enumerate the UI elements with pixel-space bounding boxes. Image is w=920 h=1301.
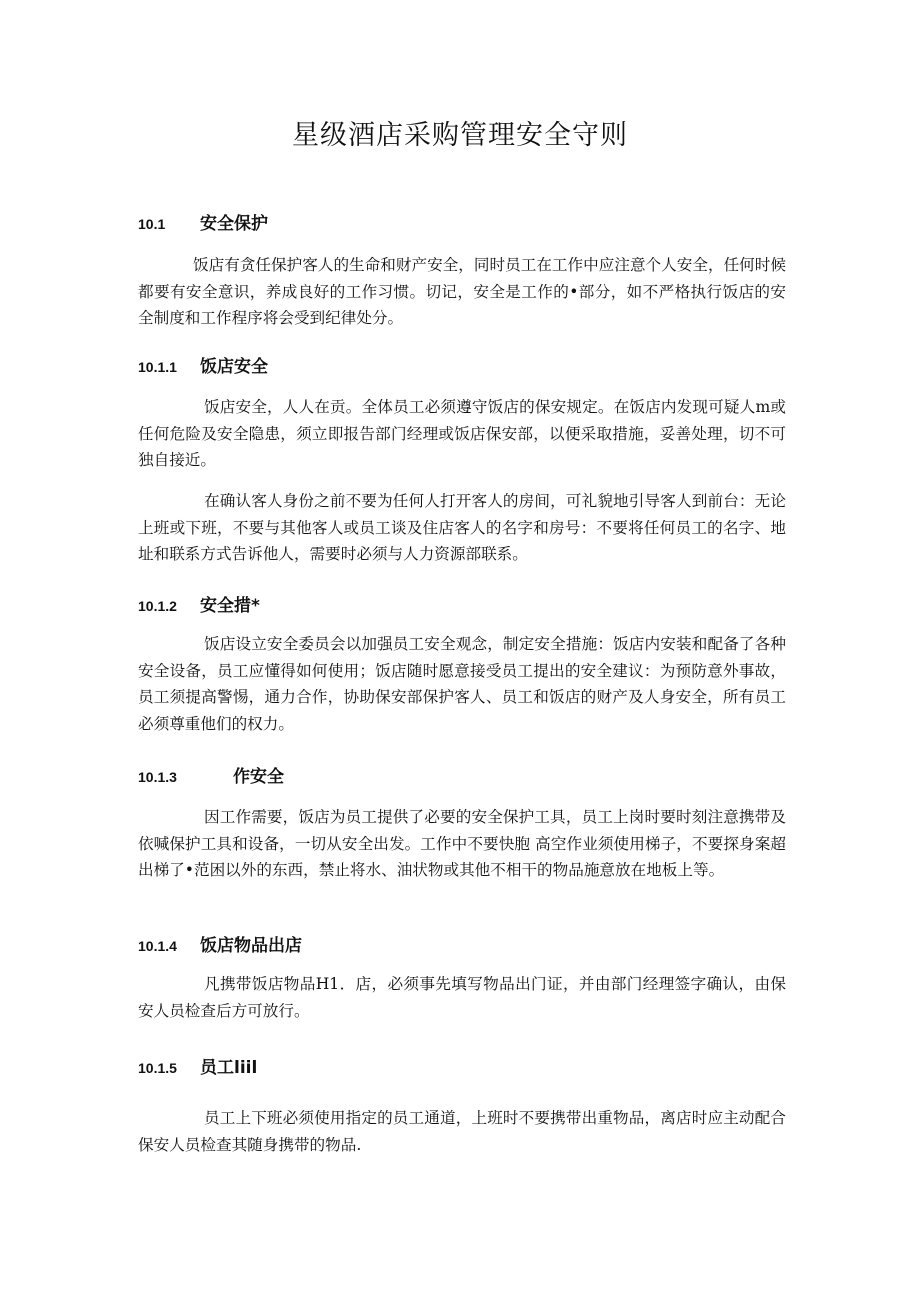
section-heading (138, 931, 302, 956)
section-number: 10.1.5 (138, 1060, 177, 1076)
section-heading (138, 352, 268, 377)
section-heading (138, 762, 284, 787)
section-number: 10.1.4 (138, 938, 177, 954)
section-number: 10.1 (138, 216, 166, 232)
section-heading (138, 209, 268, 234)
section-number: 10.1.2 (138, 598, 177, 614)
paragraph: 在确认客人身份之前不要为任何人打开客人的房间，可礼貌地引导客人到前台：无论上班或下班，不要与其他客人或员工谈及住店客人的名字和房号：不要将任何员工的名字、地址和联系方式告诉他人，需要时必须与人力资源部联系。 (138, 492, 786, 564)
document-title: 星级酒店采购管理安全守则 (292, 120, 628, 151)
paragraph: 饭店安全，人人在贡。全体员工必须遵守饭店的保安规定。在饭店内发现可疑人m或任何危险及安全隐患，须立即报告部门经理或饭店保安部，以便采取措施，妥善处理，切不可独自接近。 (138, 398, 786, 470)
paragraph: 因工作需要，饭店为员工提供了必要的安全保护工具，员工上岗时要时刻注意携带及依喊保护工具和设备，一切从安全出发。工作中不要快胞 高空作业须使用梯子，不要探身案超出梯了•范困以外的东西，禁止将水、油状物或其他不相干的物品施意放在地板上等。 (138, 808, 786, 880)
section-heading (138, 1053, 257, 1078)
paragraph: 凡携带饭店物品H1．店，必须事先填写物品出门证，并由部门经理签字确认，由保安人员检查后方可放行。 (138, 975, 786, 1020)
section-title: 作安全 (233, 767, 284, 787)
section-title: 安全措* (200, 596, 260, 616)
section-title: 饭店物品出店 (200, 936, 302, 956)
section-title: 员工liil (200, 1058, 258, 1078)
section-heading (138, 591, 260, 616)
paragraph: 员工上下班必须使用指定的员工通道，上班时不要携带出重物品，离店时应主动配合保安人员检查其随身携带的物品. (138, 1109, 786, 1154)
section-number: 10.1.1 (138, 359, 177, 375)
section-title: 安全保护 (200, 214, 268, 234)
section-number: 10.1.3 (138, 769, 177, 785)
section-title: 饭店安全 (200, 357, 268, 377)
paragraph: 饭店设立安全委员会以加强员工安全观念，制定安全措施：饭店内安装和配备了各种安全设备，员工应懂得如何使用；饭店随时愿意接受员工提出的安全建议：为预防意外事故，员工须提高警惕，通力合作，协助保安部保护客人、员工和饭店的财产及人身安全，所有员工必须尊重他们的权力。 (138, 635, 786, 733)
paragraph: 饭店有贪任保护客人的生命和财产安全，同时员工在工作中应注意个人安全，任何时候都要有安全意识，养成良好的工作习惯。切记，安全是工作的•部分，如不严格执行饭店的安全制度和工作程序将会受到纪律处分。 (138, 256, 786, 328)
